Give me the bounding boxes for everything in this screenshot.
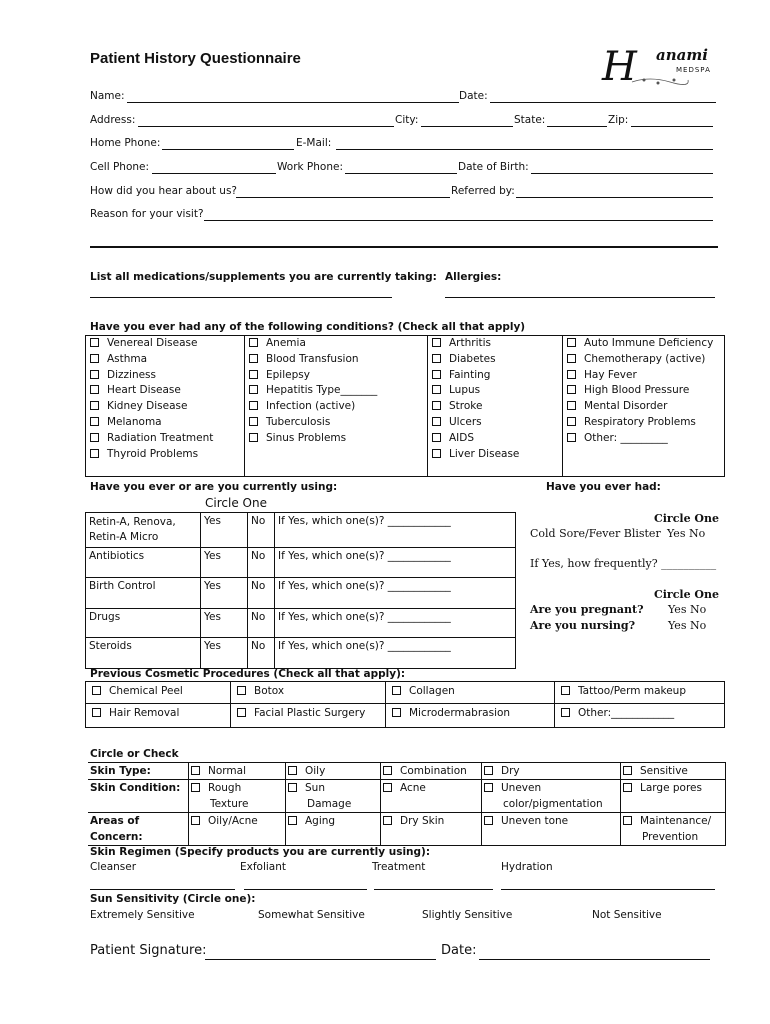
skin-option[interactable]: Sensitive — [621, 763, 726, 780]
signature-date-field[interactable] — [479, 959, 710, 960]
skin-option[interactable]: Uneven color/pigmentation — [482, 780, 621, 813]
condition-item[interactable]: Thyroid Problems — [90, 447, 240, 463]
condition-item[interactable]: Respiratory Problems — [567, 415, 720, 431]
condition-item[interactable]: Fainting — [432, 368, 558, 384]
checkbox-icon[interactable] — [92, 708, 101, 717]
zip-field[interactable] — [631, 126, 713, 127]
checkbox-icon[interactable] — [484, 816, 493, 825]
checkbox-icon[interactable] — [90, 417, 99, 426]
address-label: Address: — [90, 114, 136, 126]
work-phone-field[interactable] — [345, 173, 457, 174]
procedure-item[interactable]: Tattoo/Perm makeup — [555, 682, 725, 704]
skin-condition-label: Skin Condition: — [88, 780, 189, 813]
condition-item[interactable]: Epilepsy — [249, 368, 423, 384]
dob-field[interactable] — [531, 173, 713, 174]
condition-item[interactable]: Venereal Disease — [90, 336, 240, 352]
checkbox-icon[interactable] — [383, 766, 392, 775]
checkbox-icon[interactable] — [432, 338, 441, 347]
page-title: Patient History Questionnaire — [90, 50, 301, 67]
checkbox-icon[interactable] — [432, 401, 441, 410]
cleanser-field[interactable] — [90, 889, 235, 890]
hear-field[interactable] — [236, 197, 450, 198]
condition-item[interactable]: Liver Disease — [432, 447, 558, 463]
sensitivity-option[interactable]: Slightly Sensitive — [422, 909, 513, 921]
conditions-col-1 — [86, 336, 245, 477]
cell-phone-label: Cell Phone: — [90, 161, 150, 173]
condition-item[interactable]: AIDS — [432, 431, 558, 447]
skin-option[interactable]: Normal — [189, 763, 286, 780]
cold-sore-yes-no[interactable]: Yes No — [667, 527, 706, 540]
condition-item[interactable]: Diabetes — [432, 352, 558, 368]
checkbox-icon[interactable] — [90, 338, 99, 347]
condition-item[interactable]: Chemotherapy (active) — [567, 352, 720, 368]
condition-item[interactable]: Hepatitis Type_______ — [249, 383, 423, 399]
sensitivity-heading: Sun Sensitivity (Circle one): — [90, 893, 256, 905]
usage-row-label: Antibiotics — [86, 548, 201, 578]
checkbox-icon[interactable] — [484, 766, 493, 775]
condition-item[interactable]: Sinus Problems — [249, 431, 423, 447]
checkbox-icon[interactable] — [249, 385, 258, 394]
email-field[interactable] — [336, 149, 713, 150]
reason-label: Reason for your visit? — [90, 208, 204, 220]
pregnant-yes-no[interactable]: Yes No — [668, 603, 707, 616]
checkbox-icon[interactable] — [288, 816, 297, 825]
checkbox-icon[interactable] — [249, 338, 258, 347]
procedure-item[interactable]: Hair Removal — [86, 704, 231, 728]
procedure-item[interactable]: Botox — [231, 682, 386, 704]
skin-option[interactable]: Oily — [286, 763, 381, 780]
checkbox-icon[interactable] — [392, 708, 401, 717]
cold-sore-label: Cold Sore/Fever Blister — [530, 527, 661, 540]
checkbox-icon[interactable] — [90, 401, 99, 410]
checkbox-icon[interactable] — [623, 816, 632, 825]
skin-option[interactable]: Oily/Acne — [189, 813, 286, 846]
checkbox-icon[interactable] — [432, 385, 441, 394]
checkbox-icon[interactable] — [90, 449, 99, 458]
which-field[interactable]: If Yes, which one(s)? ____________ — [275, 513, 516, 548]
which-field[interactable]: If Yes, which one(s)? ____________ — [275, 609, 516, 638]
areas-label: Areas of Concern: — [88, 813, 189, 846]
medication-usage-table — [85, 512, 516, 669]
condition-item[interactable]: Ulcers — [432, 415, 558, 431]
skin-table — [88, 762, 726, 846]
checkbox-icon[interactable] — [567, 417, 576, 426]
condition-item[interactable]: Radiation Treatment — [90, 431, 240, 447]
conditions-table — [85, 335, 725, 477]
conditions-col-3 — [428, 336, 563, 477]
condition-item[interactable]: Anemia — [249, 336, 423, 352]
allergies-label: Allergies: — [445, 271, 502, 283]
condition-item[interactable]: Asthma — [90, 352, 240, 368]
checkbox-icon[interactable] — [561, 708, 570, 717]
checkbox-icon[interactable] — [90, 433, 99, 442]
checkbox-icon[interactable] — [237, 708, 246, 717]
name-label: Name: — [90, 90, 125, 102]
skin-option[interactable]: Dry — [482, 763, 621, 780]
condition-item[interactable]: Stroke — [432, 399, 558, 415]
circle-one-label: Circle One — [654, 512, 720, 525]
checkbox-icon[interactable] — [249, 354, 258, 363]
checkbox-icon[interactable] — [288, 783, 297, 792]
usage-row-label: Retin-A, Renova, Retin-A Micro — [86, 513, 201, 548]
checkbox-icon[interactable] — [567, 338, 576, 347]
procedure-item[interactable]: Other:____________ — [555, 704, 725, 728]
yes-option[interactable]: Yes — [201, 609, 248, 638]
condition-item[interactable]: Other: _________ — [567, 431, 720, 447]
logo-script: anami — [656, 46, 708, 64]
procedure-item[interactable]: Collagen — [386, 682, 555, 704]
nursing-yes-no[interactable]: Yes No — [668, 619, 707, 632]
address-field[interactable] — [138, 126, 394, 127]
which-field[interactable]: If Yes, which one(s)? ____________ — [275, 578, 516, 609]
checkbox-icon[interactable] — [567, 433, 576, 442]
procedures-table — [85, 681, 725, 728]
condition-item[interactable]: Hay Fever — [567, 368, 720, 384]
checkbox-icon[interactable] — [567, 370, 576, 379]
condition-item[interactable]: Infection (active) — [249, 399, 423, 415]
procedure-item[interactable]: Facial Plastic Surgery — [231, 704, 386, 728]
skin-option[interactable]: Sun Damage — [286, 780, 381, 813]
zip-label: Zip: — [608, 114, 629, 126]
checkbox-icon[interactable] — [383, 783, 392, 792]
logo-sub: MEDSPA — [676, 66, 711, 74]
checkbox-icon[interactable] — [92, 686, 101, 695]
no-option[interactable]: No — [248, 609, 275, 638]
had-heading: Have you ever had: — [546, 481, 661, 493]
checkbox-icon[interactable] — [432, 354, 441, 363]
using-heading: Have you ever or are you currently using: — [90, 481, 338, 493]
medications-field[interactable] — [90, 297, 392, 298]
checkbox-icon[interactable] — [623, 766, 632, 775]
yes-option[interactable]: Yes — [201, 548, 248, 578]
checkbox-icon[interactable] — [432, 449, 441, 458]
regimen-heading: Skin Regimen (Specify products you are currently using): — [90, 846, 431, 858]
checkbox-icon[interactable] — [432, 417, 441, 426]
skin-option[interactable]: Combination — [381, 763, 482, 780]
checkbox-icon[interactable] — [90, 354, 99, 363]
home-phone-field[interactable] — [162, 149, 294, 150]
no-option[interactable]: No — [248, 513, 275, 548]
checkbox-icon[interactable] — [623, 783, 632, 792]
conditions-col-4 — [563, 336, 725, 477]
state-field[interactable] — [547, 126, 607, 127]
condition-item[interactable]: High Blood Pressure — [567, 383, 720, 399]
regimen-exfoliant: Exfoliant — [240, 861, 287, 873]
procedures-heading: Previous Cosmetic Procedures (Check all that apply): — [90, 668, 406, 680]
skin-option[interactable]: Uneven tone — [482, 813, 621, 846]
treatment-field[interactable] — [374, 889, 493, 890]
medications-label: List all medications/supplements you are currently taking: — [90, 271, 437, 283]
checkbox-icon[interactable] — [237, 686, 246, 695]
condition-item[interactable]: Auto Immune Deficiency — [567, 336, 720, 352]
condition-item[interactable]: Arthritis — [432, 336, 558, 352]
signature-date-label: Date: — [441, 943, 477, 958]
regimen-treatment: Treatment — [372, 861, 426, 873]
sensitivity-option[interactable]: Not Sensitive — [592, 909, 662, 921]
skin-option[interactable]: Aging — [286, 813, 381, 846]
referred-field[interactable] — [516, 197, 713, 198]
skin-option[interactable]: Dry Skin — [381, 813, 482, 846]
usage-row-label: Drugs — [86, 609, 201, 638]
circle-one-label: Circle One — [205, 496, 267, 510]
pregnant-label: Are you pregnant? — [530, 603, 644, 616]
home-phone-label: Home Phone: — [90, 137, 161, 149]
circle-one-label: Circle One — [654, 588, 720, 601]
name-field[interactable] — [127, 102, 459, 103]
reason-field[interactable] — [204, 220, 713, 221]
date-label: Date: — [459, 90, 488, 102]
which-field[interactable]: If Yes, which one(s)? ____________ — [275, 638, 516, 669]
procedure-item[interactable]: Microdermabrasion — [386, 704, 555, 728]
no-option[interactable]: No — [248, 548, 275, 578]
allergies-field[interactable] — [445, 297, 715, 298]
checkbox-icon[interactable] — [191, 816, 200, 825]
condition-item[interactable]: Melanoma — [90, 415, 240, 431]
checkbox-icon[interactable] — [567, 401, 576, 410]
state-label: State: — [514, 114, 546, 126]
checkbox-icon[interactable] — [432, 370, 441, 379]
condition-item[interactable]: Lupus — [432, 383, 558, 399]
checkbox-icon[interactable] — [90, 385, 99, 394]
skin-option[interactable]: Rough Texture — [189, 780, 286, 813]
regimen-cleanser: Cleanser — [90, 861, 137, 873]
hydration-field[interactable] — [501, 889, 715, 890]
skin-option[interactable]: Maintenance/ Prevention — [621, 813, 726, 846]
leaf-ornament-icon — [630, 74, 690, 90]
checkbox-icon[interactable] — [567, 354, 576, 363]
yes-option[interactable]: Yes — [201, 638, 248, 669]
date-field[interactable] — [490, 102, 716, 103]
checkbox-icon[interactable] — [249, 417, 258, 426]
no-option[interactable]: No — [248, 578, 275, 609]
checkbox-icon[interactable] — [249, 433, 258, 442]
email-label: E-Mail: — [296, 137, 332, 149]
conditions-col-2 — [245, 336, 428, 477]
section-divider — [90, 246, 718, 248]
referred-label: Referred by: — [451, 185, 515, 197]
usage-row-label: Steroids — [86, 638, 201, 669]
work-phone-label: Work Phone: — [277, 161, 343, 173]
condition-item[interactable]: Kidney Disease — [90, 399, 240, 415]
checkbox-icon[interactable] — [383, 816, 392, 825]
checkbox-icon[interactable] — [392, 686, 401, 695]
which-field[interactable]: If Yes, which one(s)? ____________ — [275, 548, 516, 578]
skin-option[interactable]: Acne — [381, 780, 482, 813]
yes-option[interactable]: Yes — [201, 578, 248, 609]
checkbox-icon[interactable] — [567, 385, 576, 394]
logo — [600, 44, 720, 92]
checkbox-icon[interactable] — [484, 783, 493, 792]
hear-label: How did you hear about us? — [90, 185, 237, 197]
checkbox-icon[interactable] — [191, 766, 200, 775]
checkbox-icon[interactable] — [561, 686, 570, 695]
nursing-label: Are you nursing? — [530, 619, 636, 632]
city-field[interactable] — [421, 126, 513, 127]
dob-label: Date of Birth: — [458, 161, 529, 173]
skin-heading: Circle or Check — [90, 748, 179, 760]
condition-item[interactable]: Blood Transfusion — [249, 352, 423, 368]
sensitivity-option[interactable]: Somewhat Sensitive — [258, 909, 365, 921]
checkbox-icon[interactable] — [90, 370, 99, 379]
cell-phone-field[interactable] — [152, 173, 276, 174]
checkbox-icon[interactable] — [288, 766, 297, 775]
skin-type-label: Skin Type: — [88, 763, 189, 780]
logo-initial: H — [602, 44, 637, 90]
conditions-heading: Have you ever had any of the following conditions? (Check all that apply) — [90, 321, 526, 333]
condition-item[interactable]: Heart Disease — [90, 383, 240, 399]
checkbox-icon[interactable] — [191, 783, 200, 792]
condition-item[interactable]: Mental Disorder — [567, 399, 720, 415]
no-option[interactable]: No — [248, 638, 275, 669]
city-label: City: — [395, 114, 419, 126]
usage-row-label: Birth Control — [86, 578, 201, 609]
checkbox-icon[interactable] — [249, 370, 258, 379]
yes-option[interactable]: Yes — [201, 513, 248, 548]
signature-label: Patient Signature: — [90, 943, 207, 958]
sensitivity-option[interactable]: Extremely Sensitive — [90, 909, 195, 921]
exfoliant-field[interactable] — [244, 889, 367, 890]
condition-item[interactable]: Dizziness — [90, 368, 240, 384]
frequency-field[interactable]: If Yes, how frequently? __________ — [530, 557, 717, 570]
skin-option[interactable]: Large pores — [621, 780, 726, 813]
procedure-item[interactable]: Chemical Peel — [86, 682, 231, 704]
condition-item[interactable]: Tuberculosis — [249, 415, 423, 431]
signature-field[interactable] — [205, 959, 436, 960]
checkbox-icon[interactable] — [432, 433, 441, 442]
checkbox-icon[interactable] — [249, 401, 258, 410]
regimen-hydration: Hydration — [501, 861, 553, 873]
